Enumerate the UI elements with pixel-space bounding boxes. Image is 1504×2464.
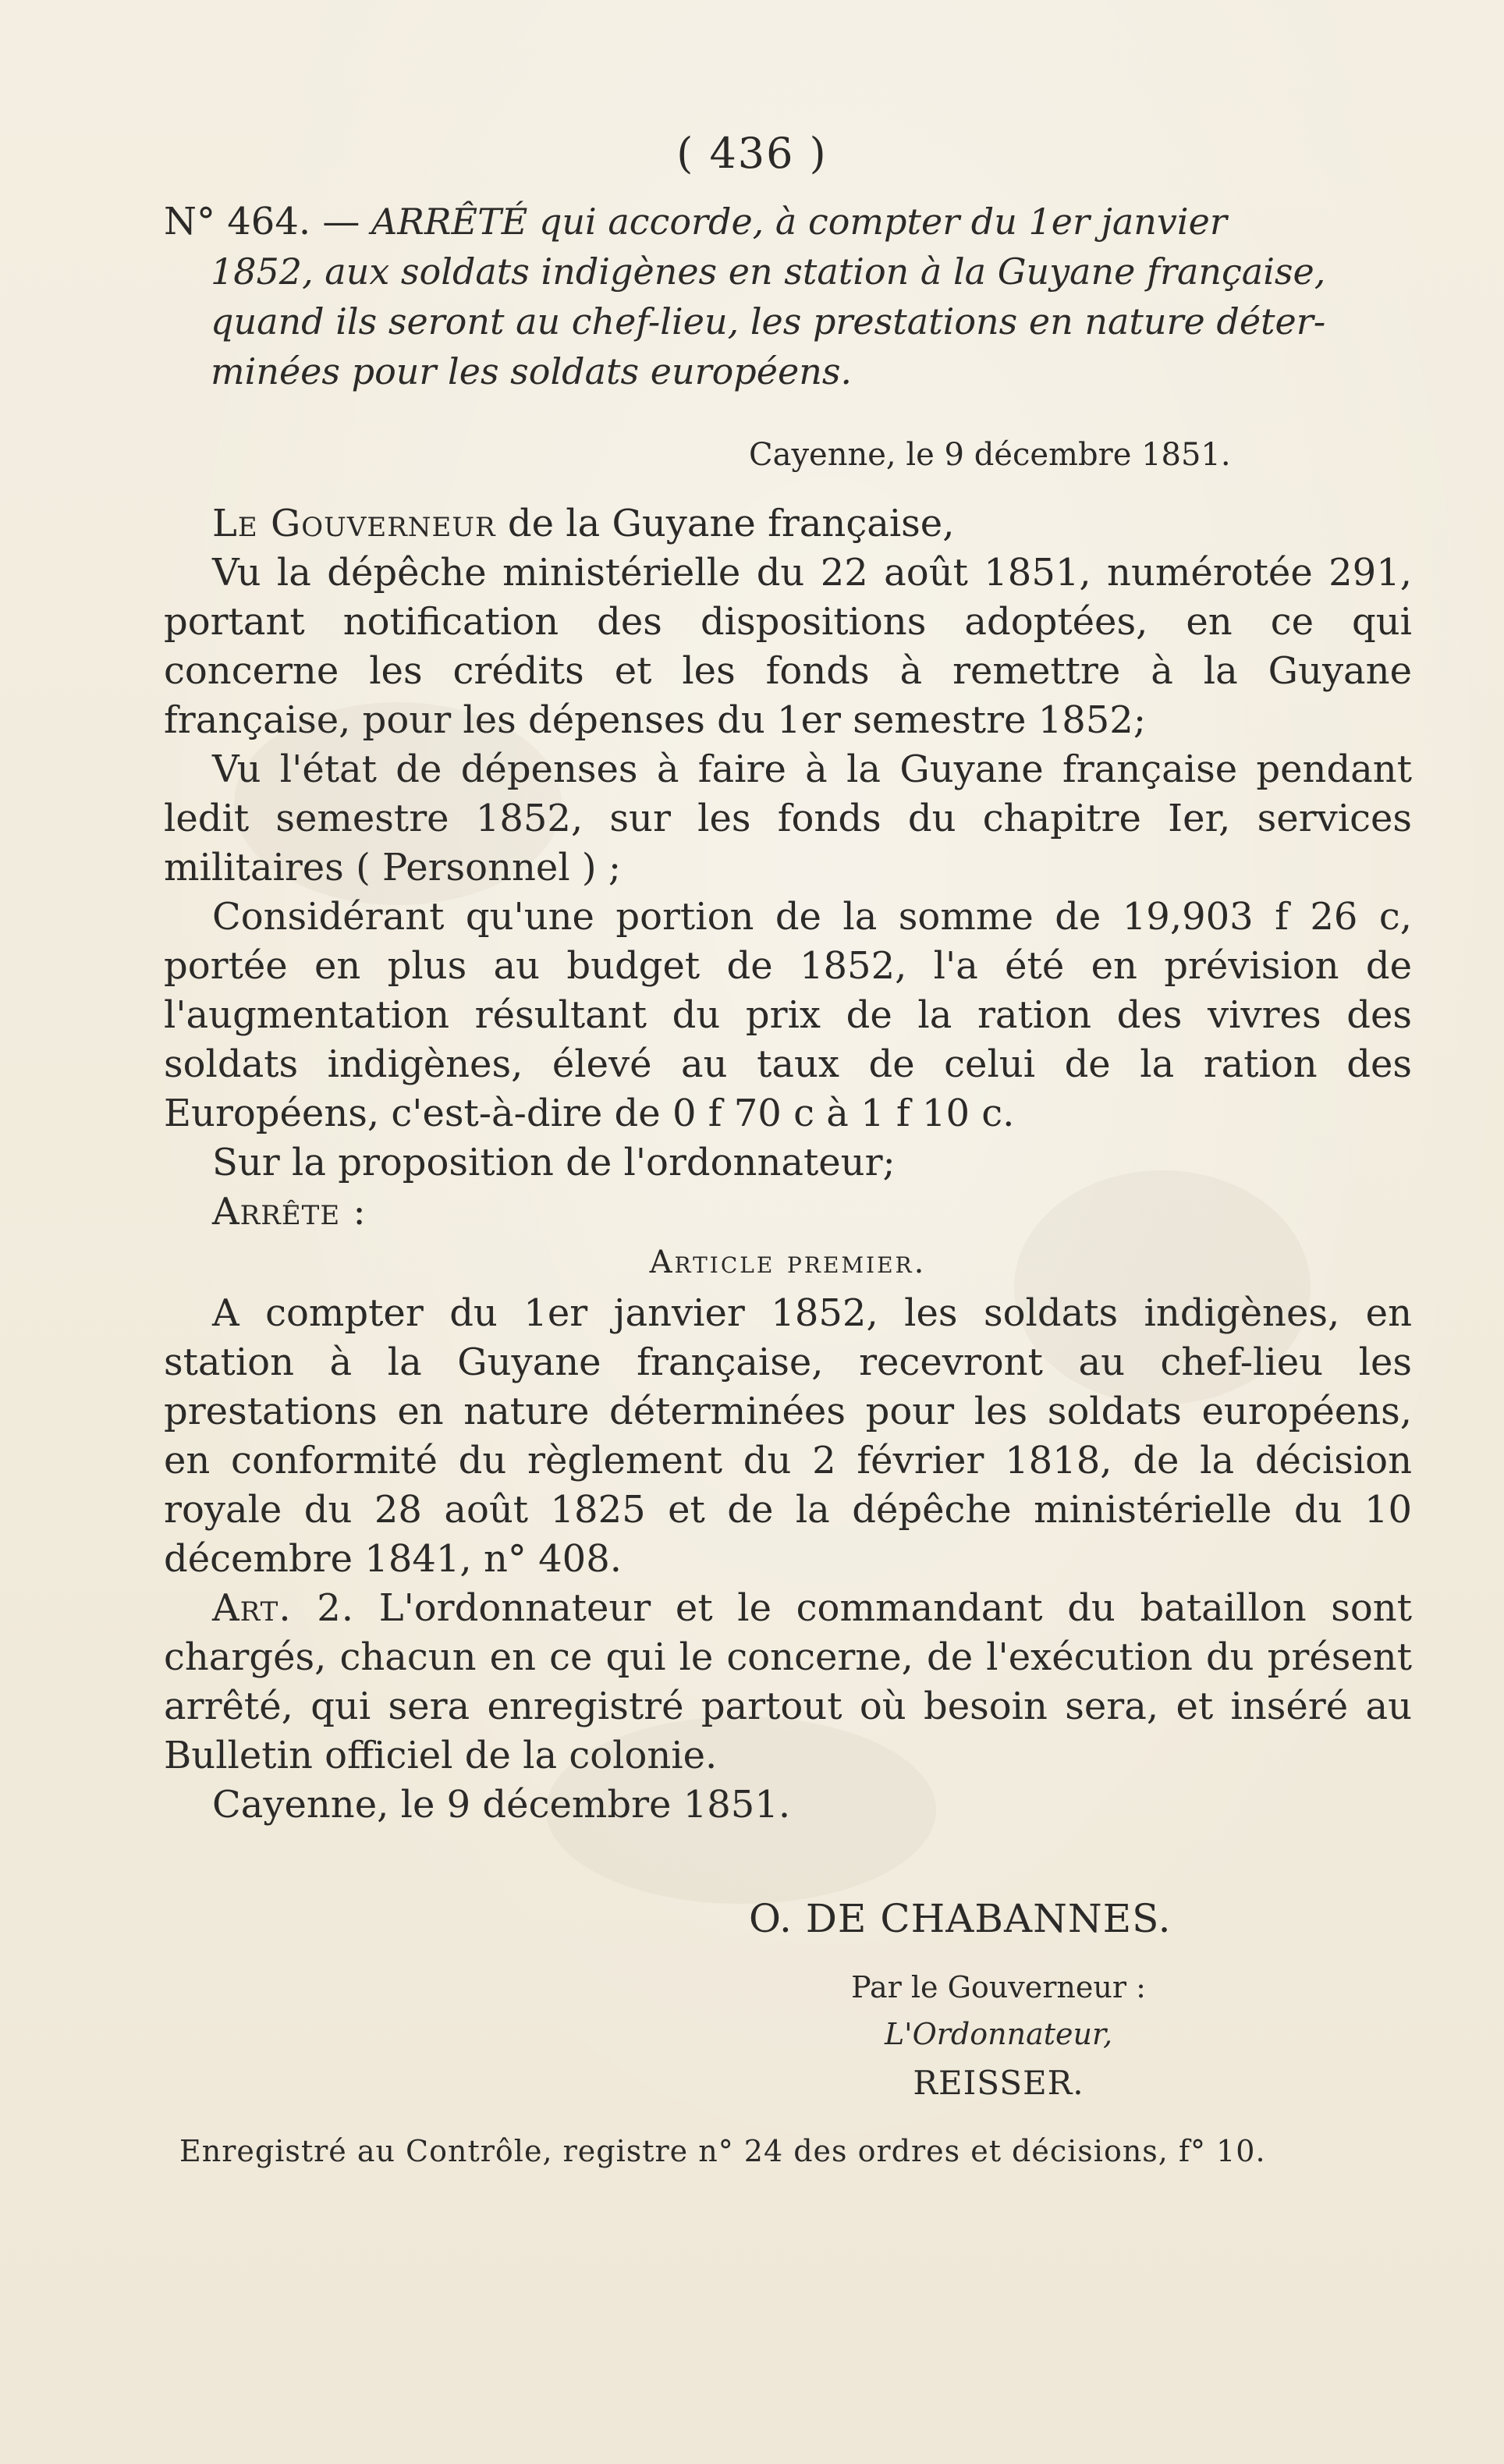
closing-date: Cayenne, le 9 décembre 1851.	[212, 1783, 791, 1827]
governor-title: Le Gouverneur	[212, 502, 496, 545]
considerant-2: Vu l'état de dépenses à faire à la Guyane française pendant ledit semestre 1852, sur les fonds du chapitre Ier, services militaires ( Personnel ) ;	[164, 747, 1412, 889]
article-1-text: A compter du 1er janvier 1852, les soldats indigènes, en station à la Guyane française, recevront au chef-lieu les prestations en nature déterminées pour les soldats européens, en conformité du règlement du 2 février 1818, de la décision royale du 28 août 1825 et de la dépêche ministérielle du 10 décembre 1841, n° 408.	[164, 1291, 1412, 1581]
decree-number: N° 464. —	[164, 200, 360, 243]
decree-heading	[164, 197, 1412, 396]
countersign-line-2: L'Ordonnateur,	[884, 2017, 1113, 2051]
article-2-text: L'ordonnateur et le commandant du bataillon sont chargés, chacun en ce qui le concerne, de l'exécution du présent arrêté, qui sera enregistré partout où besoin sera, et inséré au Bulletin officiel de la colonie.	[164, 1586, 1413, 1777]
heading-text-1: ARRÊTÉ qui accorde, à compter du 1er janvier	[371, 201, 1227, 243]
article-title: Article premier.	[649, 1244, 927, 1280]
decree-body	[164, 499, 1412, 1830]
governor-signature: O. DE CHABANNES.	[749, 1896, 1172, 1941]
countersign-line-1: Par le Gouverneur :	[851, 1970, 1146, 2004]
heading-line-1	[164, 197, 1412, 247]
heading-text-4: minées pour les soldats européens.	[211, 350, 853, 392]
page-number: ( 436 )	[676, 129, 828, 178]
article-2	[164, 1584, 1412, 1781]
countersign-name: REISSER.	[913, 2064, 1084, 2102]
arrete-label: Arrête :	[212, 1190, 367, 1234]
opening-line	[164, 499, 1412, 549]
place-date: Cayenne, le 9 décembre 1851.	[749, 437, 1231, 473]
opening-rest: de la Guyane française,	[495, 502, 955, 545]
heading-text-3: quand ils seront au chef-lieu, les prestations en nature déter-	[211, 300, 1326, 343]
considerant-1: Vu la dépêche ministérielle du 22 août 1851, numérotée 291, portant notification des dispositions adoptées, en ce qui concerne les crédits et les fonds à remettre à la Guyane française, pour les dépenses du 1er semestre 1852;	[164, 551, 1412, 742]
article-2-label: Art. 2.	[212, 1586, 355, 1630]
registration-footer: Enregistré au Contrôle, registre n° 24 des ordres et décisions, f° 10.	[179, 2134, 1266, 2168]
proposition-line: Sur la proposition de l'ordonnateur;	[212, 1141, 896, 1184]
considerant-3: Considérant qu'une portion de la somme de 19,903 f 26 c, portée en plus au budget de 1852, l'a été en prévision de l'augmentation résultant du prix de la ration des vivres des soldats indigènes, élevé au taux de celui de la ration des Européens, c'est-à-dire de 0 f 70 c à 1 f 10 c.	[164, 895, 1412, 1135]
heading-text-2: 1852, aux soldats indigènes en station à la Guyane française,	[211, 250, 1326, 293]
